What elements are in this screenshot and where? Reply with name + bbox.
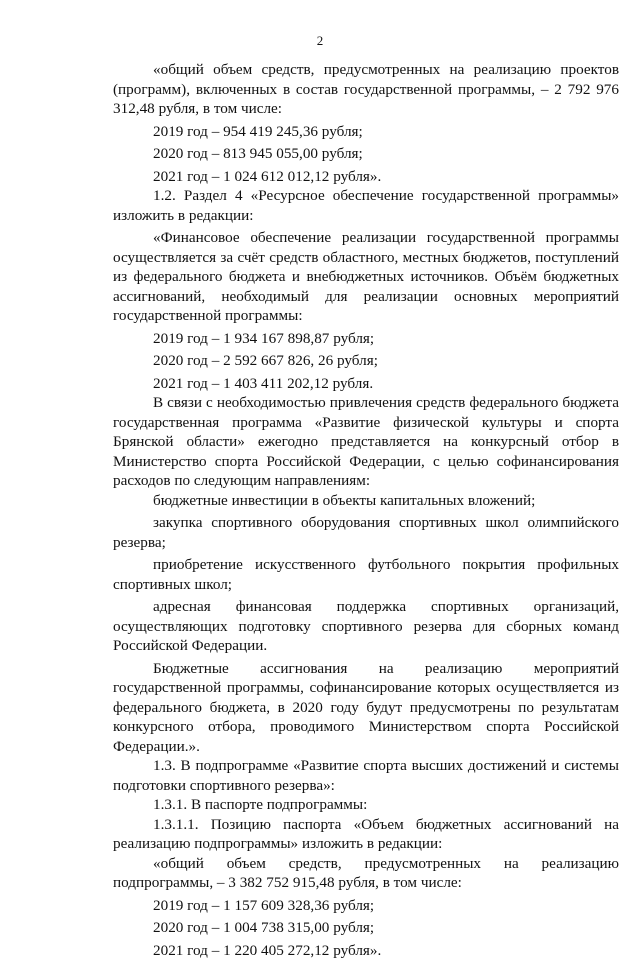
paragraph-passport-position: 1.3.1.1. Позицию паспорта «Объем бюджетных ассигнований на реализацию подпрограммы» изложить в редакции: bbox=[113, 815, 619, 854]
amount-2020: 2020 год – 813 945 055,00 рубля; bbox=[113, 144, 619, 164]
financing-2020: 2020 год – 2 592 667 826, 26 рубля; bbox=[113, 351, 619, 371]
list-item-equipment: закупка спортивного оборудования спортивных школ олимпийского резерва; bbox=[113, 513, 619, 552]
paragraph-program-total: «общий объем средств, предусмотренных на реализацию проектов (программ), включенных в состав государственной программы, – 2 792 976 312,48 рубля, в том числе: bbox=[113, 60, 619, 119]
paragraph-section-4: 1.2. Раздел 4 «Ресурсное обеспечение государственной программы» изложить в редакции: bbox=[113, 186, 619, 225]
paragraph-subprogram: 1.3. В подпрограмме «Развитие спорта высших достижений и системы подготовки спортивного резерва»: bbox=[113, 756, 619, 795]
list-item-financial-support: адресная финансовая поддержка спортивных организаций, осуществляющих подготовку спортивного резерва для сборных команд Российской Федерации. bbox=[113, 597, 619, 656]
financing-2019: 2019 год – 1 934 167 898,87 рубля; bbox=[113, 329, 619, 349]
paragraph-federal-budget: В связи с необходимостью привлечения средств федерального бюджета государственная программа «Развитие физической культуры и спорта Брянской области» ежегодно представляется на конкурсный отбор в Министерство спорта Российской Федерации, с целью софинансирования расходов по следующим направлениям: bbox=[113, 393, 619, 491]
financing-2021: 2021 год – 1 403 411 202,12 рубля. bbox=[113, 374, 619, 394]
amount-2019: 2019 год – 954 419 245,36 рубля; bbox=[113, 122, 619, 142]
list-item-football-turf: приобретение искусственного футбольного покрытия профильных спортивных школ; bbox=[113, 555, 619, 594]
list-item-investments: бюджетные инвестиции в объекты капитальных вложений; bbox=[113, 491, 619, 511]
page-number: 2 bbox=[0, 33, 640, 49]
paragraph-financing: «Финансовое обеспечение реализации государственной программы осуществляется за счёт средств областного, местных бюджетов, поступлений из федерального бюджета и внебюджетных источников. Объём бюджетных ассигнований, необходимый для реализации основных мероприятий государственной программы: bbox=[113, 228, 619, 326]
subprogram-2021: 2021 год – 1 220 405 272,12 рубля». bbox=[113, 941, 619, 960]
subprogram-2019: 2019 год – 1 157 609 328,36 рубля; bbox=[113, 896, 619, 916]
paragraph-passport: 1.3.1. В паспорте подпрограммы: bbox=[113, 795, 619, 815]
paragraph-subprogram-total: «общий объем средств, предусмотренных на реализацию подпрограммы, – 3 382 752 915,48 рубля, в том числе: bbox=[113, 854, 619, 893]
paragraph-budget-allocations: Бюджетные ассигнования на реализацию мероприятий государственной программы, софинансирование которых осуществляется из федерального бюджета, в 2020 году будут предусмотрены по результатам конкурсного отбора, проводимого Министерством спорта Российской Федерации.». bbox=[113, 659, 619, 757]
document-body bbox=[113, 60, 619, 960]
amount-2021: 2021 год – 1 024 612 012,12 рубля». bbox=[113, 167, 619, 187]
subprogram-2020: 2020 год – 1 004 738 315,00 рубля; bbox=[113, 918, 619, 938]
